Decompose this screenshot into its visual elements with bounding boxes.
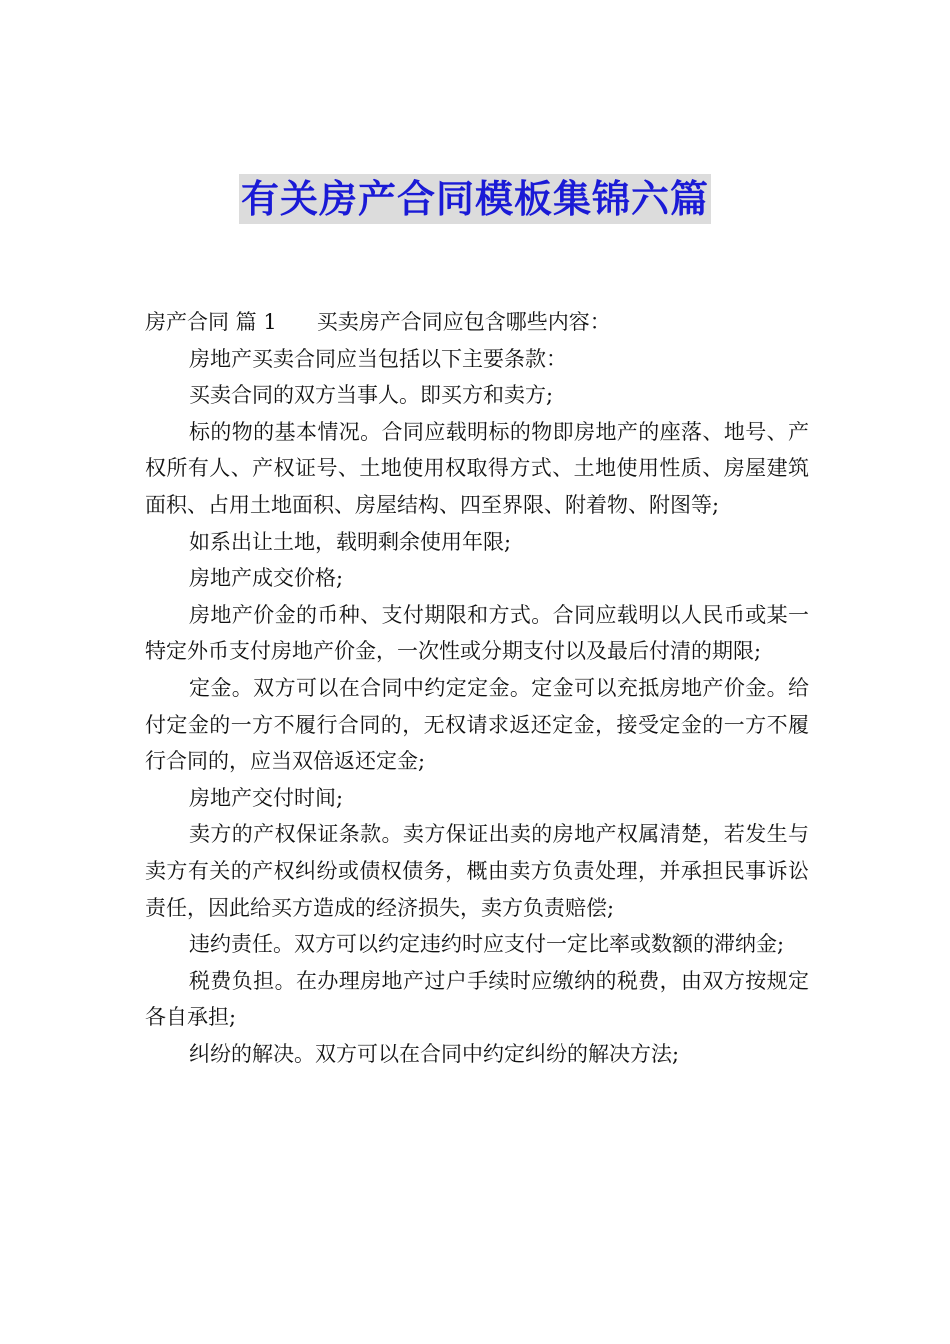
section-heading: 买卖房产合同应包含哪些内容：: [316, 310, 611, 334]
paragraph: 房地产交付时间;: [189, 785, 344, 810]
paragraph: 税费负担。在办理房地产过户手续时应缴纳的税费，由双方按规定各自承担;: [145, 968, 809, 1030]
paragraph: 卖方的产权保证条款。卖方保证出卖的房地产权属清楚，若发生与卖方有关的产权纠纷或债权债务，概由卖方负责处理，并承担民事诉讼责任，因此给买方造成的经济损失，卖方负责赔偿;: [145, 822, 809, 920]
paragraph: 标的物的基本情况。合同应载明标的物即房地产的座落、地号、产权所有人、产权证号、土地使用权取得方式、土地使用性质、房屋建筑面积、占用土地面积、房屋结构、四至界限、附着物、附图等;: [145, 419, 809, 517]
section-header-line: [145, 304, 809, 341]
paragraph: 纠纷的解决。双方可以在合同中约定纠纷的解决方法;: [189, 1041, 680, 1066]
paragraph: 房地产价金的币种、支付期限和方式。合同应载明以人民币或某一特定外币支付房地产价金，一次性或分期支付以及最后付清的期限;: [145, 602, 809, 664]
paragraph: 房地产买卖合同应当包括以下主要条款：: [189, 346, 567, 371]
paragraph: 买卖合同的双方当事人。即买方和卖方;: [189, 383, 554, 408]
document-body: [145, 304, 809, 1072]
paragraph: 房地产成交价格;: [189, 566, 344, 591]
paragraph: 如系出让土地，载明剩余使用年限;: [189, 529, 512, 554]
document-title: 有关房产合同模板集锦六篇: [239, 174, 711, 224]
paragraph: 定金。双方可以在合同中约定定金。定金可以充抵房地产价金。给付定金的一方不履行合同的，无权请求返还定金，接受定金的一方不履行合同的，应当双倍返还定金;: [145, 675, 809, 774]
title-container: [0, 174, 950, 224]
paragraph: 违约责任。双方可以约定违约时应支付一定比率或数额的滞纳金;: [189, 932, 785, 957]
section-label: 房产合同 篇 1: [145, 310, 277, 334]
